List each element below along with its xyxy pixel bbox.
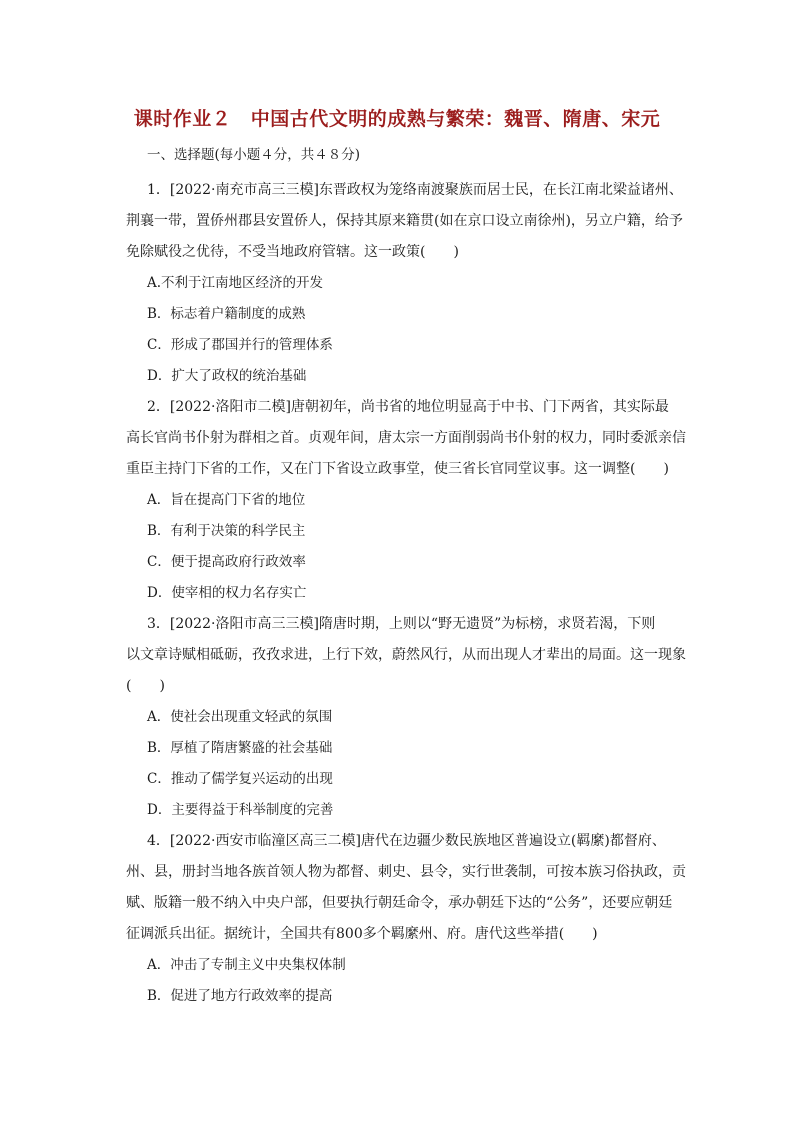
option-c: C．便于提高政府行政效率	[147, 554, 306, 570]
question-stem-line: 重臣主持门下省的工作，又在门下省设立政事堂，使三省长官同堂议事。这一调整( )	[126, 461, 669, 477]
question-stem-line: 4．[2022·西安市临潼区高三二模]唐代在边疆少数民族地区普遍设立(羁縻)都督府、	[147, 833, 666, 849]
question-stem-line: 以文章诗赋相砥砺，孜孜求进，上行下效，蔚然风行，从而出现人才辈出的局面。这一现象	[126, 647, 686, 663]
option-c: C．推动了儒学复兴运动的出现	[147, 771, 333, 787]
question-stem-line: 1．[2022·南充市高三三模]东晋政权为笼络南渡聚族而居士民，在长江南北梁益诸州、	[147, 182, 683, 198]
question-stem-line: 州、县，册封当地各族首领人物为都督、刺史、县令，实行世袭制，可按本族习俗执政，贡	[126, 864, 686, 880]
option-b: B．厚植了隋唐繁盛的社会基础	[147, 740, 333, 756]
question-stem-line: 2．[2022·洛阳市二模]唐朝初年，尚书省的地位明显高于中书、门下两省，其实际最	[147, 399, 669, 415]
option-b: B．促进了地方行政效率的提高	[147, 988, 333, 1004]
question-list	[126, 175, 686, 1012]
option-d: D．使宰相的权力名存实亡	[147, 585, 307, 601]
question-stem-line: 荆襄一带，置侨州郡县安置侨人，保持其原来籍贯(如在京口设立南徐州)，另立户籍，给予	[126, 213, 683, 229]
question-stem-line: 3．[2022·洛阳市高三三模]隋唐时期，上则以“野无遗贤”为标榜，求贤若渴，下则	[147, 616, 656, 632]
question-stem-line: 征调派兵出征。据统计，全国共有800多个羁縻州、府。唐代这些举措( )	[126, 926, 598, 942]
option-a: A．冲击了专制主义中央集权体制	[147, 957, 346, 973]
section-heading: 一、选择题(每小题４分，共４８分)	[147, 147, 361, 163]
question-3	[126, 609, 686, 826]
question-2	[126, 392, 686, 609]
question-stem-line: 高长官尚书仆射为群相之首。贞观年间，唐太宗一方面削弱尚书仆射的权力，同时委派亲信	[126, 430, 686, 446]
option-c: C．形成了郡国并行的管理体系	[147, 337, 333, 353]
option-a: A．使社会出现重文轻武的氛围	[147, 709, 333, 725]
question-stem-line: 免除赋役之优待，不受当地政府管辖。这一政策( )	[126, 244, 459, 260]
question-stem-line: ( )	[126, 678, 165, 694]
question-stem-line: 赋、版籍一般不纳入中央户部，但要执行朝廷命令，承办朝廷下达的“公务”，还要应朝廷	[126, 895, 673, 911]
option-b: B．有利于决策的科学民主	[147, 523, 306, 539]
option-a: A.不利于江南地区经济的开发	[147, 275, 324, 291]
page-title: 课时作业２ 中国古代文明的成熟与繁荣：魏晋、隋唐、宋元	[133, 108, 661, 130]
option-d: D．扩大了政权的统治基础	[147, 368, 307, 384]
option-a: A．旨在提高门下省的地位	[147, 492, 306, 508]
question-4	[126, 826, 686, 1012]
question-1	[126, 175, 683, 392]
option-b: B．标志着户籍制度的成熟	[147, 306, 306, 322]
option-d: D．主要得益于科举制度的完善	[147, 802, 334, 818]
